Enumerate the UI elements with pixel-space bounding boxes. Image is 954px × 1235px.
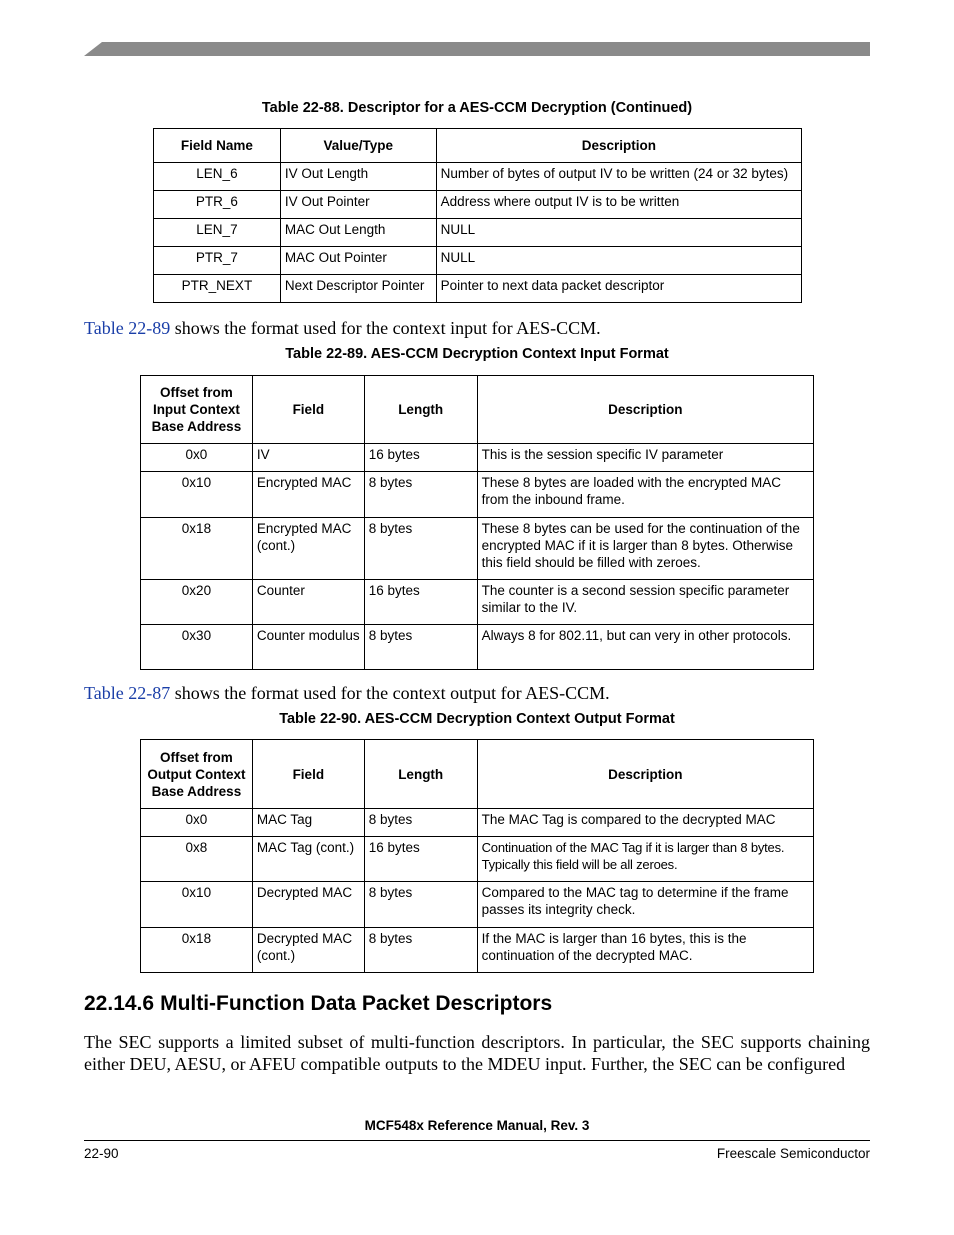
table-cell: 16 bytes <box>364 444 477 472</box>
table-cell: Counter <box>252 580 364 625</box>
table-cell: Decrypted MAC <box>252 882 364 928</box>
table-row <box>141 518 814 580</box>
table-cell: PTR_NEXT <box>154 275 281 303</box>
table-row <box>141 444 814 472</box>
table-90-caption: Table 22-90. AES-CCM Decryption Context Output Format <box>279 711 675 727</box>
page-number: 22-90 <box>84 1146 119 1161</box>
table-89-caption: Table 22-89. AES-CCM Decryption Context Input Format <box>285 346 669 362</box>
table-cell: PTR_6 <box>154 191 281 219</box>
table-cell: 0x10 <box>141 472 253 518</box>
table-cell: 0x30 <box>141 625 253 670</box>
paragraph-text: shows the format used for the context output for AES-CCM. <box>170 683 610 703</box>
table-cell: Always 8 for 802.11, but can very in other protocols. <box>477 625 813 670</box>
table-cell: 0x18 <box>141 928 253 973</box>
table-row <box>154 219 802 247</box>
table-cell: Counter modulus <box>252 625 364 670</box>
table-cell: 0x10 <box>141 882 253 928</box>
table-87-link[interactable]: Table 22-87 <box>84 683 171 703</box>
column-header: Value/Type <box>280 129 436 163</box>
table-row <box>154 275 802 303</box>
context-output-paragraph <box>84 682 870 704</box>
section-number: 22.14.6 <box>84 992 155 1015</box>
table-cell: These 8 bytes can be used for the continuation of the encrypted MAC if it is larger than 8 bytes. Otherwise this field should be filled with zeroes. <box>477 518 813 580</box>
table-cell: 8 bytes <box>364 928 477 973</box>
footer-title: MCF548x Reference Manual, Rev. 3 <box>364 1118 590 1133</box>
table-90 <box>140 739 814 973</box>
table-cell: NULL <box>436 219 801 247</box>
table-row <box>141 882 814 928</box>
column-header: Length <box>364 376 477 444</box>
column-header: Description <box>477 376 813 444</box>
table-cell: IV <box>252 444 364 472</box>
table-cell: 0x8 <box>141 837 253 882</box>
table-cell: Encrypted MAC <box>252 472 364 518</box>
table-cell: PTR_7 <box>154 247 281 275</box>
table-cell: IV Out Pointer <box>280 191 436 219</box>
table-cell: 8 bytes <box>364 518 477 580</box>
table-cell: This is the session specific IV parameter <box>477 444 813 472</box>
table-cell: MAC Tag (cont.) <box>252 837 364 882</box>
table-cell: If the MAC is larger than 16 bytes, this is the continuation of the decrypted MAC. <box>477 928 813 973</box>
table-row <box>141 625 814 670</box>
table-89-link[interactable]: Table 22-89 <box>84 318 171 338</box>
table-row <box>141 928 814 973</box>
table-cell: IV Out Length <box>280 163 436 191</box>
table-cell: LEN_6 <box>154 163 281 191</box>
body-paragraph: The SEC supports a limited subset of multi-function descriptors. In particular, the SEC supports chaining either DEU, AESU, or AFEU compatible outputs to the MDEU input. Further, the SEC can be configured <box>84 1032 870 1074</box>
footer-rule <box>84 1140 870 1141</box>
table-cell: Decrypted MAC (cont.) <box>252 928 364 973</box>
table-cell: 16 bytes <box>364 837 477 882</box>
table-89 <box>140 375 814 670</box>
column-header: Offset from Output Context Base Address <box>141 740 253 809</box>
table-cell: 0x20 <box>141 580 253 625</box>
paragraph-text: shows the format used for the context input for AES-CCM. <box>170 318 601 338</box>
section-title: Multi-Function Data Packet Descriptors <box>160 992 553 1015</box>
column-header: Description <box>436 129 801 163</box>
company-name: Freescale Semiconductor <box>716 1146 870 1161</box>
column-header: Description <box>477 740 813 809</box>
table-row <box>141 837 814 882</box>
table-cell: Continuation of the MAC Tag if it is larger than 8 bytes. Typically this field will be all zeroes. <box>477 837 813 882</box>
table-cell: LEN_7 <box>154 219 281 247</box>
table-cell: Encrypted MAC (cont.) <box>252 518 364 580</box>
table-row <box>154 247 802 275</box>
table-cell: 8 bytes <box>364 882 477 928</box>
table-row <box>141 472 814 518</box>
table-cell: Pointer to next data packet descriptor <box>436 275 801 303</box>
page-header-bar <box>84 42 870 56</box>
table-row <box>154 163 802 191</box>
table-cell: Compared to the MAC tag to determine if the frame passes its integrity check. <box>477 882 813 928</box>
table-cell: These 8 bytes are loaded with the encrypted MAC from the inbound frame. <box>477 472 813 518</box>
table-row <box>141 580 814 625</box>
column-header: Offset from Input Context Base Address <box>141 376 253 444</box>
table-cell: 0x0 <box>141 444 253 472</box>
table-row <box>141 809 814 837</box>
table-cell: Address where output IV is to be written <box>436 191 801 219</box>
table-cell: NULL <box>436 247 801 275</box>
table-cell: The counter is a second session specific parameter similar to the IV. <box>477 580 813 625</box>
table-cell: MAC Out Pointer <box>280 247 436 275</box>
column-header: Field Name <box>154 129 281 163</box>
table-cell: Next Descriptor Pointer <box>280 275 436 303</box>
table-cell: Number of bytes of output IV to be written (24 or 32 bytes) <box>436 163 801 191</box>
table-cell: 0x0 <box>141 809 253 837</box>
table-cell: 8 bytes <box>364 472 477 518</box>
column-header: Field <box>252 376 364 444</box>
table-cell: 8 bytes <box>364 625 477 670</box>
table-cell: 16 bytes <box>364 580 477 625</box>
table-cell: MAC Tag <box>252 809 364 837</box>
table-cell: The MAC Tag is compared to the decrypted MAC <box>477 809 813 837</box>
column-header: Length <box>364 740 477 809</box>
table-row <box>154 191 802 219</box>
section-heading <box>84 992 552 1016</box>
table-cell: MAC Out Length <box>280 219 436 247</box>
table-cell: 0x18 <box>141 518 253 580</box>
context-input-paragraph <box>84 317 870 339</box>
table-cell: 8 bytes <box>364 809 477 837</box>
table-88-caption: Table 22-88. Descriptor for a AES-CCM Decryption (Continued) <box>261 100 693 116</box>
table-88 <box>153 128 802 303</box>
column-header: Field <box>252 740 364 809</box>
